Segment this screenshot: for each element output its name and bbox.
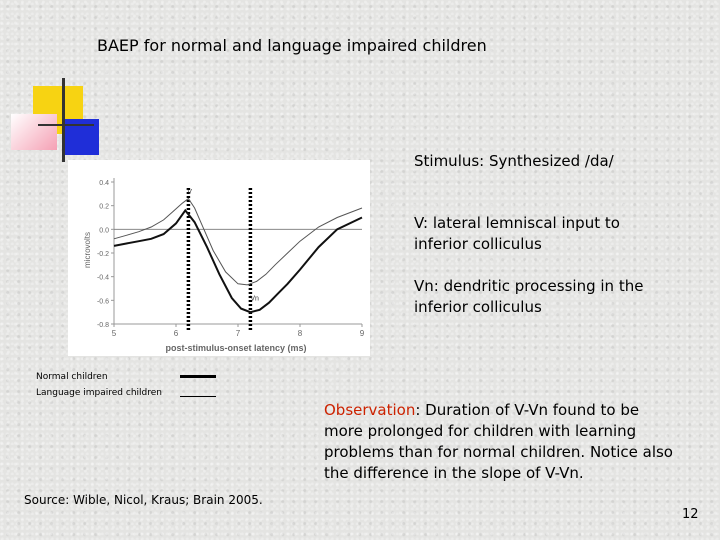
y-tick-label: 0.2: [99, 203, 109, 211]
stimulus-text: Stimulus: Synthesized /da/: [414, 152, 614, 170]
y-tick-label: 0.4: [99, 180, 109, 187]
observation-label: Observation: [324, 401, 416, 419]
baep-chart: [68, 160, 370, 356]
chart-area: [68, 160, 370, 356]
peak-label-v: V: [187, 188, 192, 196]
page-number: 12: [682, 507, 699, 522]
y-tick-label: -0.4: [96, 274, 109, 282]
v-description: V: lateral lemniscal input to inferior colliculus: [414, 214, 620, 253]
y-tick-label: -0.8: [96, 322, 109, 329]
peak-label-vn: Vn: [250, 295, 259, 303]
y-tick-label: 0.0: [99, 227, 109, 235]
y-tick-label: -0.6: [96, 298, 109, 306]
y-axis-label: microvolts: [83, 231, 92, 269]
observation-text: [324, 400, 674, 484]
y-tick-label: -0.2: [96, 251, 109, 258]
x-tick-label: 7: [235, 329, 241, 338]
series-line-2: [114, 210, 362, 312]
vn-description: Vn: dendritic processing in the inferior colliculus: [414, 277, 644, 316]
x-tick-label: 8: [297, 329, 303, 338]
observation-body: : Duration of V-Vn found to be more prolonged for children with learning problems than for normal children. Notice also the difference in the slope of V-Vn.: [324, 401, 673, 482]
deco-square-red: [11, 114, 57, 150]
x-tick-label: 5: [111, 329, 117, 338]
slide-title: BAEP for normal and language impaired children: [97, 36, 487, 55]
legend-normal-line: [180, 375, 216, 378]
legend-impaired-line: [180, 396, 216, 397]
source-citation: Source: Wible, Nicol, Kraus; Brain 2005.: [24, 493, 263, 507]
x-axis-label: post-stimulus-onset latency (ms): [165, 343, 307, 353]
deco-line-vertical: [62, 78, 65, 162]
x-tick-label: 6: [173, 329, 179, 338]
x-tick-label: 9: [359, 329, 365, 338]
legend-normal-label: Normal children: [36, 372, 108, 382]
legend-impaired-label: Language impaired children: [36, 388, 162, 398]
deco-line-horizontal: [38, 124, 94, 126]
